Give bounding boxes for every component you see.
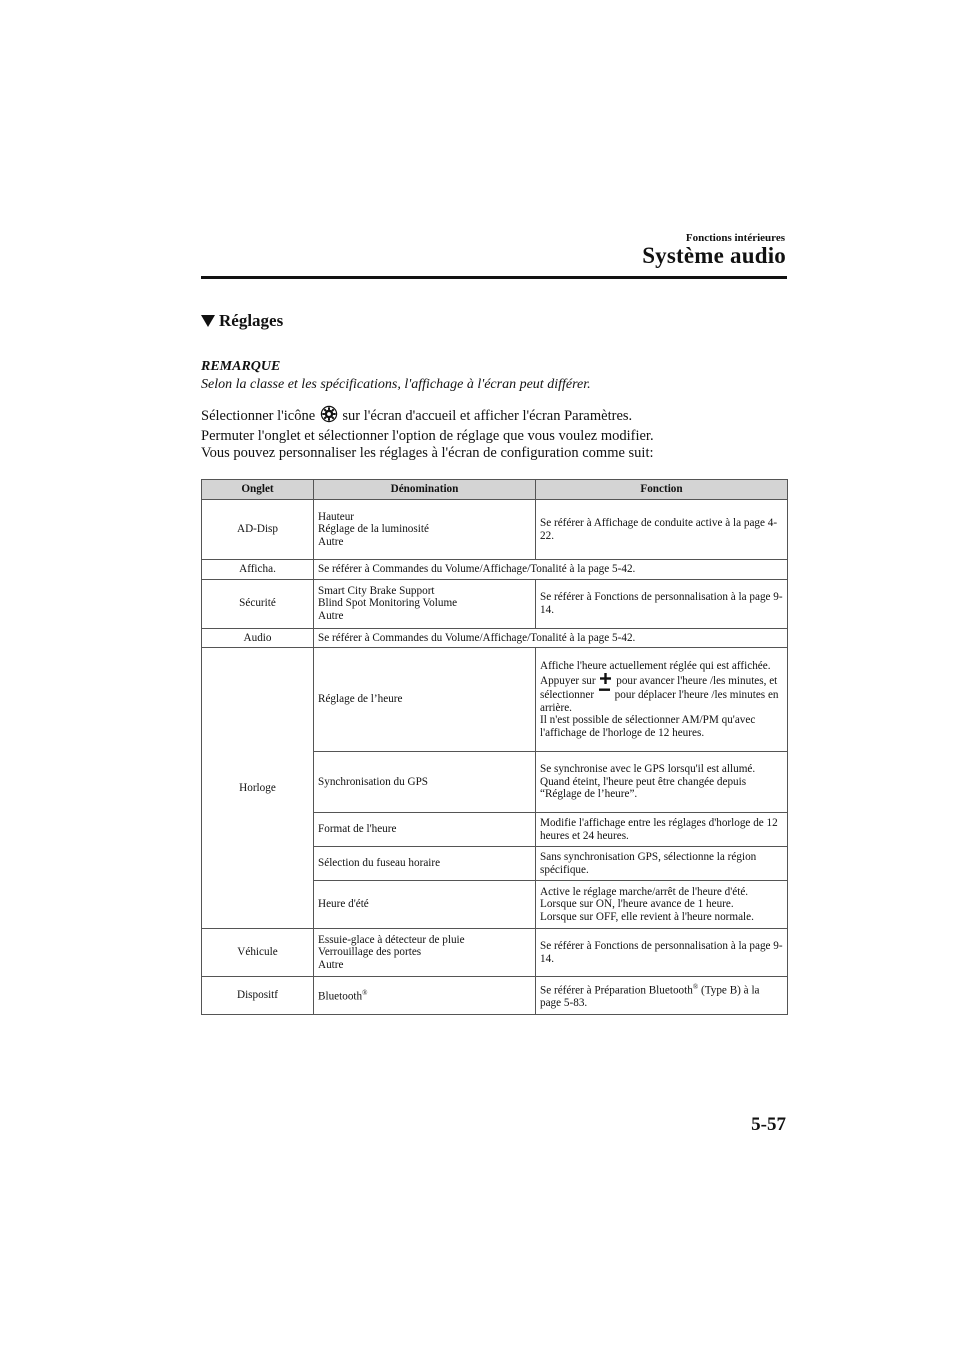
column-header: Onglet: [202, 480, 314, 500]
cell-name: Synchronisation du GPS: [314, 752, 536, 813]
instruction-line-1: [201, 405, 791, 428]
triangle-down-icon: [201, 315, 215, 327]
instruction-line-2: Permuter l'onglet et sélectionner l'option de réglage que vous voulez modifier.: [201, 428, 654, 444]
cell-function: Sans synchronisation GPS, sélectionne la région spécifique.: [536, 847, 788, 881]
note-label: REMARQUE: [201, 359, 281, 374]
header-title: Système audio: [642, 243, 786, 268]
minus-icon: [599, 687, 610, 702]
cell-name-text: Bluetooth: [318, 991, 363, 1004]
cell-function: Se référer à Fonctions de personnalisation à la page 9-14.: [536, 929, 788, 977]
table-row: [202, 560, 788, 580]
table-row: [202, 500, 788, 560]
cell-name: Smart City Brake Support Blind Spot Monitoring Volume Autre: [314, 579, 536, 628]
cell-name: Hauteur Réglage de la luminosité Autre: [314, 500, 536, 560]
section-heading: [201, 311, 283, 331]
cell-name: Sélection du fuseau horaire: [314, 847, 536, 881]
settings-table: [201, 479, 788, 1015]
instruction-line-3: Vous pouvez personnaliser les réglages à l'écran de configuration comme suit:: [201, 445, 654, 461]
column-header: Dénomination: [314, 480, 536, 500]
cell-name: Essuie-glace à détecteur de pluie Verrouillage des portes Autre: [314, 929, 536, 977]
cell-name: [314, 977, 536, 1015]
header-divider: [201, 276, 787, 279]
header-section-label: Fonctions intérieures: [685, 232, 785, 244]
cell-tab: Dispositf: [202, 977, 314, 1015]
cell-tab: Sécurité: [202, 579, 314, 628]
table-header-row: [202, 480, 788, 500]
cell-tab: AD-Disp: [202, 500, 314, 560]
instructions: [201, 405, 791, 462]
page-number: 5-57: [751, 1114, 786, 1135]
table-row: [202, 977, 788, 1015]
note-text: Selon la classe et les spécifications, l'affichage à l'écran peut différer.: [201, 377, 591, 392]
cell-tab: Afficha.: [202, 560, 314, 580]
cell-function: Se synchronise avec le GPS lorsqu'il est allumé. Quand éteint, l'heure peut être changée depuis “Réglage de l’heure”.: [536, 752, 788, 813]
table-row: [202, 628, 788, 648]
instruction-text: sur l'écran d'accueil et afficher l'écran Paramètres.: [342, 408, 633, 424]
function-text: Il n'est possible de sélectionner AM/PM qu'avec l'affichage de l'horloge de 12 heures.: [540, 714, 756, 739]
cell-function: [536, 977, 788, 1015]
cell-tab: Audio: [202, 628, 314, 648]
cell-tab: Horloge: [202, 648, 314, 929]
function-text: Affiche l'heure actuellement réglée qui est affichée.: [540, 660, 771, 672]
cell-function: Se référer à Affichage de conduite active à la page 4-22.: [536, 500, 788, 560]
plus-icon: [600, 673, 611, 688]
cell-name: Réglage de l’heure: [314, 648, 536, 752]
table-row: [202, 929, 788, 977]
cell-name: Heure d'été: [314, 881, 536, 929]
function-text: Appuyer sur: [540, 674, 596, 687]
section-heading-text: Réglages: [219, 311, 284, 330]
cell-tab: Véhicule: [202, 929, 314, 977]
registered-mark: ®: [362, 989, 368, 998]
table-row: [202, 579, 788, 628]
gear-icon: [320, 405, 338, 428]
function-text: pour déplacer l'heure /les minutes en arrière.: [540, 689, 779, 714]
cell-function: [536, 648, 788, 752]
function-text: pour avancer l'heure /les minutes, et sélectionner: [540, 674, 778, 701]
instruction-text: Sélectionner l'icône: [201, 408, 316, 424]
cell-function: Se référer à Commandes du Volume/Affichage/Tonalité à la page 5-42.: [314, 560, 788, 580]
cell-name: Format de l'heure: [314, 813, 536, 847]
cell-function: Modifie l'affichage entre les réglages d'horloge de 12 heures et 24 heures.: [536, 813, 788, 847]
cell-function: Se référer à Commandes du Volume/Affichage/Tonalité à la page 5-42.: [314, 628, 788, 648]
function-text: Se référer à Préparation Bluetooth: [540, 984, 693, 997]
registered-mark: ®: [692, 983, 699, 992]
column-header: Fonction: [536, 480, 788, 500]
cell-function: Se référer à Fonctions de personnalisation à la page 9-14.: [536, 579, 788, 628]
table-row: [202, 648, 788, 752]
cell-function: Active le réglage marche/arrêt de l'heure d'été. Lorsque sur ON, l'heure avance de 1 heure. Lorsque sur OFF, elle revient à l'heure normale.: [536, 881, 788, 929]
function-text: (Type B) à la page 5-83.: [540, 984, 760, 1010]
